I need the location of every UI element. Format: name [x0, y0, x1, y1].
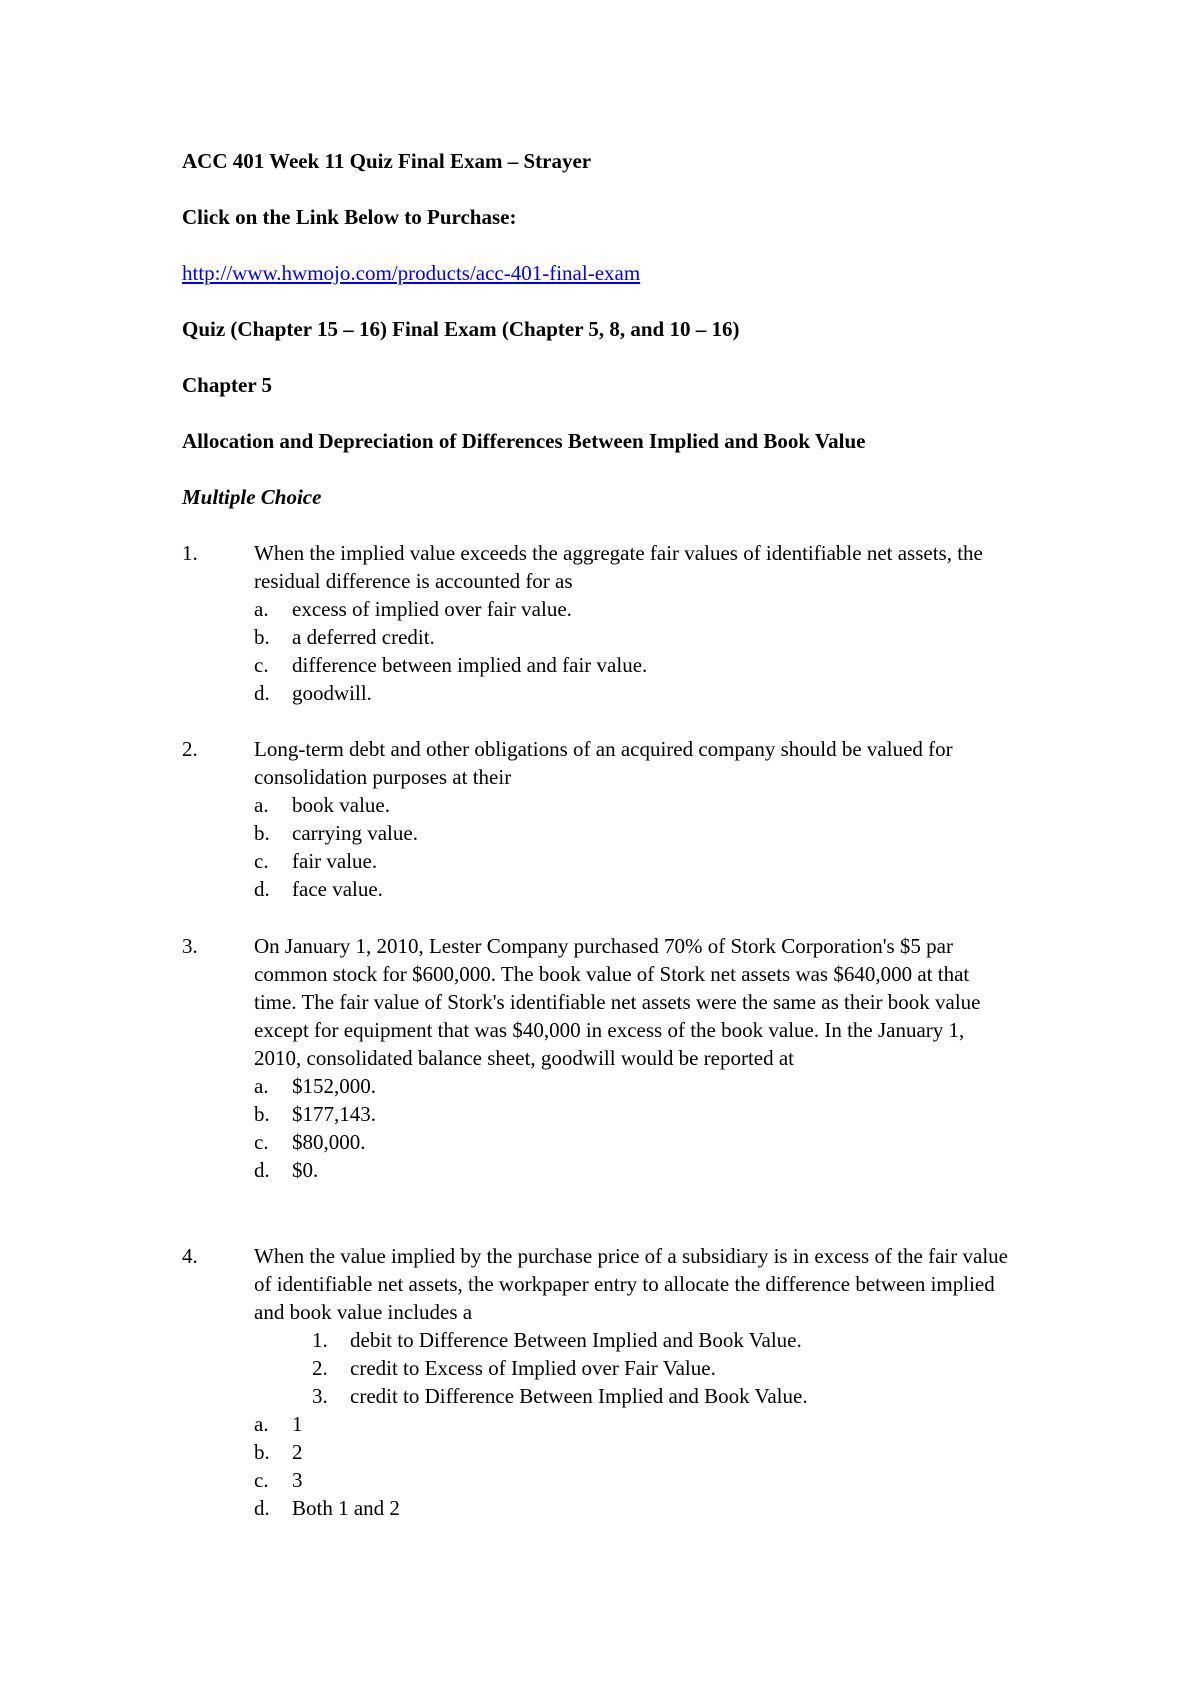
chapter-title: Allocation and Depreciation of Differences Between Implied and Book Value [182, 429, 866, 453]
option-d: d. Both 1 and 2 [254, 1496, 400, 1520]
statement-3: 3. credit to Difference Between Implied and Book Value. [312, 1384, 808, 1408]
purchase-link[interactable]: http://www.hwmojo.com/products/acc-401-final-exam [182, 261, 641, 285]
question-3 [182, 932, 1042, 1184]
question-number: 3. [182, 934, 198, 958]
statement-1: 1. debit to Difference Between Implied and Book Value. [312, 1328, 802, 1352]
option-a: a. excess of implied over fair value. [254, 597, 572, 621]
option-a: a. 1 [254, 1412, 303, 1436]
option-d: d. goodwill. [254, 681, 372, 705]
question-text: When the value implied by the purchase price of a subsidiary is in excess of the fair value of identifiable net assets, the workpaper entry to allocate the difference between implied and book value includes a [254, 1244, 1008, 1324]
purchase-link-line [182, 259, 640, 287]
option-a: a. book value. [254, 793, 390, 817]
option-c: c. $80,000. [254, 1130, 366, 1154]
purchase-prompt: Click on the Link Below to Purchase: [182, 205, 517, 229]
chapter-heading: Chapter 5 [182, 373, 273, 397]
document-title: ACC 401 Week 11 Quiz Final Exam – Strayer [182, 149, 592, 173]
question-text: When the implied value exceeds the aggregate fair values of identifiable net assets, the residual difference is accounted for as [254, 541, 983, 593]
option-d: d. face value. [254, 877, 383, 901]
statement-2: 2. credit to Excess of Implied over Fair Value. [312, 1356, 716, 1380]
option-d: d. $0. [254, 1158, 319, 1182]
option-c: c. 3 [254, 1468, 303, 1492]
section-heading: Multiple Choice [182, 485, 322, 509]
question-text: Long-term debt and other obligations of an acquired company should be valued for consolidation purposes at their [254, 737, 953, 789]
option-c: c. fair value. [254, 849, 378, 873]
question-number: 2. [182, 737, 198, 761]
option-a: a. $152,000. [254, 1074, 376, 1098]
question-number: 4. [182, 1244, 198, 1268]
option-c: c. difference between implied and fair value. [254, 653, 648, 677]
question-1 [182, 539, 1042, 707]
exam-scope: Quiz (Chapter 15 – 16) Final Exam (Chapter 5, 8, and 10 – 16) [182, 317, 740, 341]
question-number: 1. [182, 541, 198, 565]
option-b: b. carrying value. [254, 821, 418, 845]
question-4 [182, 1242, 1042, 1522]
option-b: b. $177,143. [254, 1102, 376, 1126]
question-2 [182, 735, 1042, 903]
question-text: On January 1, 2010, Lester Company purchased 70% of Stork Corporation's $5 par common stock for $600,000. The book value of Stork net assets was $640,000 at that time. The fair value of Stork's identifiable net assets were the same as their book value except for equipment that was $40,000 in excess of the book value. In the January 1, 2010, consolidated balance sheet, goodwill would be reported at [254, 934, 981, 1070]
option-b: b. a deferred credit. [254, 625, 435, 649]
option-b: b. 2 [254, 1440, 303, 1464]
